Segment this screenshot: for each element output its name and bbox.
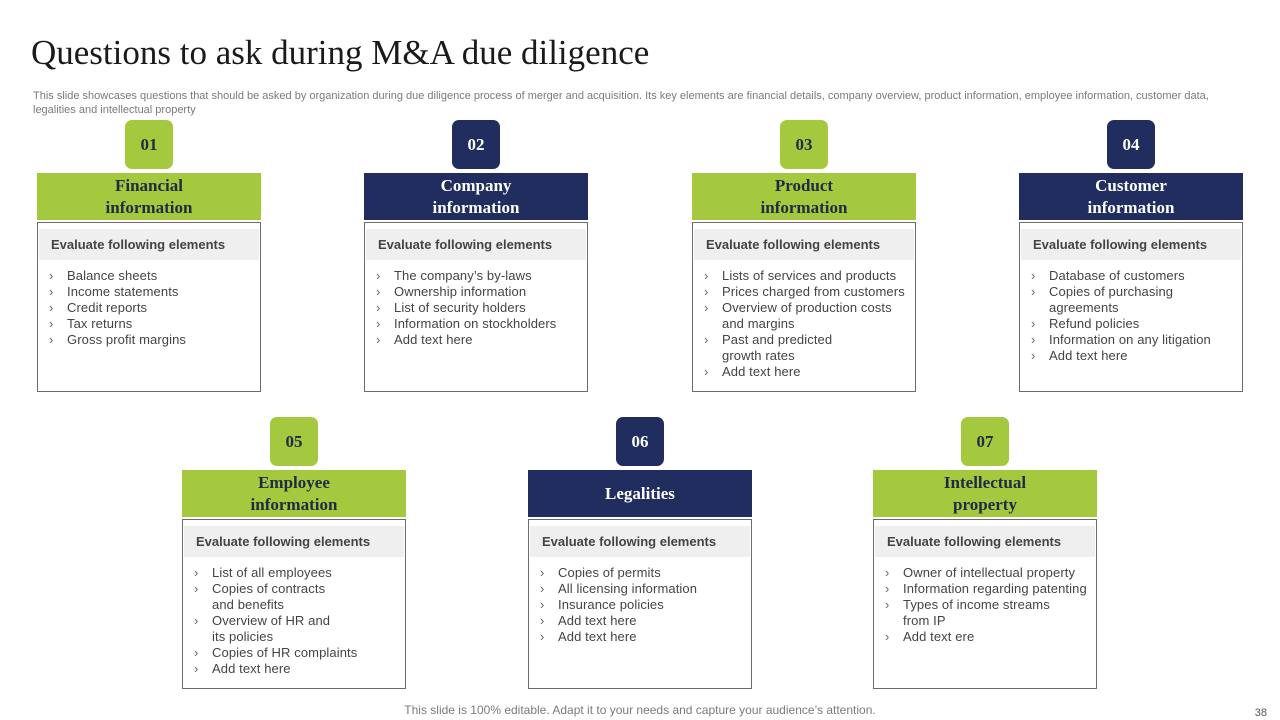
card-heading: Legalities — [528, 470, 752, 517]
card-item-list — [39, 268, 259, 348]
list-item: › The company’s by-laws — [376, 268, 582, 284]
card-number-badge: 03 — [780, 120, 828, 169]
list-item: › Insurance policies — [540, 597, 746, 613]
list-item: › Income statements — [49, 284, 255, 300]
list-item: › Add text here — [1031, 348, 1237, 364]
list-item: › Copies of contracts and benefits — [194, 581, 337, 613]
page-subtitle: This slide showcases questions that should be asked by organization during due diligence process of merger and acquisition. Its key elements are financial details, company overview, product information, employee information, customer data, legalities and intellectual property — [33, 90, 1209, 116]
list-item: › Information regarding patenting — [885, 581, 1095, 597]
list-item: › Information on stockholders — [376, 316, 582, 332]
list-item: › Add text here — [376, 332, 582, 348]
list-item: › Past and predicted growth rates — [704, 332, 852, 364]
list-item: › Owner of intellectual property — [885, 565, 1095, 581]
card-heading: Customer information — [1019, 173, 1243, 220]
card-eval-label: Evaluate following elements — [530, 526, 750, 557]
card-employee — [182, 431, 406, 689]
list-item: › List of security holders — [376, 300, 582, 316]
list-item: › Lists of services and products — [704, 268, 912, 284]
card-number-badge: 07 — [961, 417, 1009, 466]
card-eval-label: Evaluate following elements — [1021, 229, 1241, 260]
card-customer — [1019, 134, 1243, 392]
list-item: › Add text here — [704, 364, 912, 380]
card-body — [182, 519, 406, 689]
list-item: › Database of customers — [1031, 268, 1237, 284]
page-number: 38 — [1254, 707, 1267, 719]
card-item-list — [694, 268, 914, 380]
card-item-list — [875, 565, 1095, 645]
card-item-list — [184, 565, 404, 677]
footer-note: This slide is 100% editable. Adapt it to your needs and capture your audience’s attention. — [404, 703, 876, 717]
list-item: › Overview of HR and its policies — [194, 613, 337, 645]
list-item: › Copies of permits — [540, 565, 746, 581]
list-item: › Gross profit margins — [49, 332, 255, 348]
list-item: › Types of income streams from IP — [885, 597, 1063, 629]
card-number-badge: 05 — [270, 417, 318, 466]
list-item: › Overview of production costs and margins — [704, 300, 900, 332]
card-eval-label: Evaluate following elements — [366, 229, 586, 260]
card-eval-label: Evaluate following elements — [875, 526, 1095, 557]
card-body — [364, 222, 588, 392]
list-item: › Add text here — [540, 613, 746, 629]
list-item: › Copies of HR complaints — [194, 645, 400, 661]
list-item: › Information on any litigation — [1031, 332, 1237, 348]
list-item: › List of all employees — [194, 565, 400, 581]
page-title: Questions to ask during M&A due diligence — [31, 33, 650, 72]
list-item: › Add text here — [540, 629, 746, 645]
card-body — [37, 222, 261, 392]
list-item: › All licensing information — [540, 581, 746, 597]
list-item: › Add text ere — [885, 629, 1095, 645]
card-heading: Intellectual property — [873, 470, 1097, 517]
card-financial — [37, 134, 261, 392]
card-item-list — [366, 268, 586, 348]
card-body — [1019, 222, 1243, 392]
card-item-list — [530, 565, 750, 645]
card-heading: Employee information — [182, 470, 406, 517]
list-item: › Add text here — [194, 661, 400, 677]
card-eval-label: Evaluate following elements — [694, 229, 914, 260]
card-heading: Product information — [692, 173, 916, 220]
list-item: › Ownership information — [376, 284, 582, 300]
card-body — [528, 519, 752, 689]
card-item-list — [1021, 268, 1241, 364]
card-eval-label: Evaluate following elements — [39, 229, 259, 260]
card-number-badge: 04 — [1107, 120, 1155, 169]
list-item: › Prices charged from customers — [704, 284, 912, 300]
card-body — [873, 519, 1097, 689]
card-legalities — [528, 431, 752, 689]
card-eval-label: Evaluate following elements — [184, 526, 404, 557]
list-item: › Refund policies — [1031, 316, 1237, 332]
list-item: › Copies of purchasing agreements — [1031, 284, 1189, 316]
card-number-badge: 02 — [452, 120, 500, 169]
card-product — [692, 134, 916, 392]
list-item: › Tax returns — [49, 316, 255, 332]
list-item: › Credit reports — [49, 300, 255, 316]
list-item: › Balance sheets — [49, 268, 255, 284]
card-body — [692, 222, 916, 392]
card-number-badge: 06 — [616, 417, 664, 466]
card-company — [364, 134, 588, 392]
card-intellectual-property — [873, 431, 1097, 689]
card-heading: Company information — [364, 173, 588, 220]
card-heading: Financial information — [37, 173, 261, 220]
card-number-badge: 01 — [125, 120, 173, 169]
